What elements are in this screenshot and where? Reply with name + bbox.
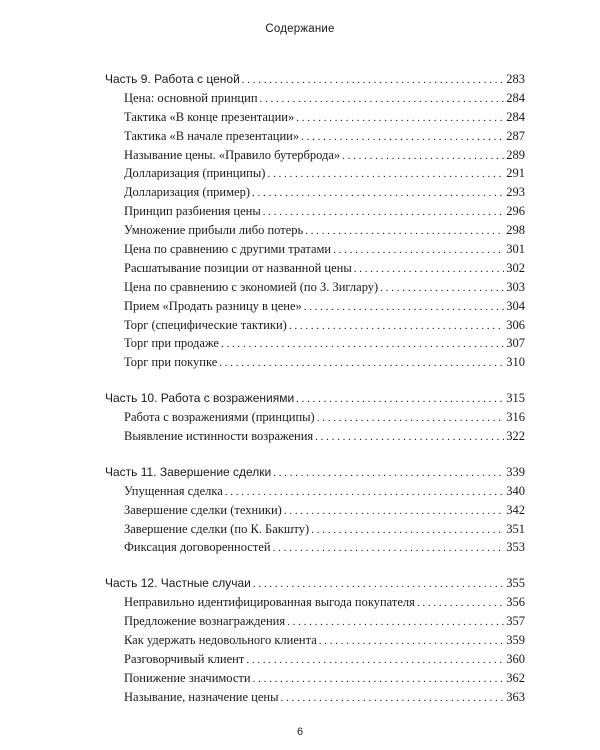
toc-entry-title: Торг при покупке <box>124 355 218 370</box>
toc-part-heading[interactable] <box>105 574 525 593</box>
toc-entry-title: Цена по сравнению с другими тратами <box>124 242 332 257</box>
toc-page-number: 306 <box>506 317 525 332</box>
toc-page-number: 342 <box>506 502 525 517</box>
toc-page-number: 284 <box>506 90 525 105</box>
dot-leader <box>333 241 504 260</box>
toc-entry[interactable] <box>105 688 525 707</box>
toc-page-number: 304 <box>506 298 525 313</box>
table-of-contents <box>105 70 525 724</box>
page-number: 6 <box>296 726 304 738</box>
toc-page-number: 287 <box>506 128 525 143</box>
toc-entry-title: Расшатывание позиции от названной цены <box>124 260 352 275</box>
toc-section-part-11 <box>105 463 525 557</box>
toc-page-number: 302 <box>506 260 525 275</box>
toc-entry-title: Называние цены. «Правило бутерброда» <box>124 147 341 162</box>
toc-entry[interactable] <box>105 316 525 335</box>
toc-entry-title: Как удержать недовольного клиента <box>124 633 317 648</box>
dot-leader <box>315 428 504 447</box>
toc-page-number: 355 <box>506 576 525 591</box>
dot-leader <box>380 279 504 298</box>
toc-page-number: 316 <box>506 410 525 425</box>
toc-entry-title: Упущенная сделка <box>124 483 223 498</box>
toc-entry[interactable] <box>105 202 525 221</box>
dot-leader <box>253 575 504 594</box>
toc-entry-title: Завершение сделки (по К. Бакшту) <box>124 521 310 536</box>
toc-entry[interactable] <box>105 89 525 108</box>
toc-part-title: Часть 12. Частные случаи <box>105 576 251 591</box>
toc-entry[interactable] <box>105 127 525 146</box>
toc-page-number: 307 <box>506 336 525 351</box>
dot-leader <box>284 502 504 521</box>
dot-leader <box>253 670 505 689</box>
toc-entry[interactable] <box>105 650 525 669</box>
toc-page-number: 360 <box>506 651 525 666</box>
toc-entry-title: Выявление истинности возражения <box>124 429 314 444</box>
dot-leader <box>342 147 504 166</box>
toc-entry-title: Завершение сделки (техники) <box>124 502 282 517</box>
toc-page-number: 315 <box>506 391 525 406</box>
toc-page-number: 284 <box>506 109 525 124</box>
toc-entry-title: Предложение вознаграждения <box>124 614 286 629</box>
toc-page-number: 293 <box>506 185 525 200</box>
toc-part-heading[interactable] <box>105 389 525 408</box>
toc-entry-title: Принцип разбиения цены <box>124 204 261 219</box>
toc-entry[interactable] <box>105 183 525 202</box>
toc-entry-title: Понижение значимости <box>124 670 251 685</box>
toc-entry-title: Цена: основной принцип <box>124 90 258 105</box>
toc-entry-title: Разговорчивый клиент <box>124 651 245 666</box>
dot-leader <box>225 483 504 502</box>
dot-leader <box>273 464 504 483</box>
toc-entry[interactable] <box>105 501 525 520</box>
toc-page-number: 362 <box>506 670 525 685</box>
toc-entry-title: Прием «Продать разницу в цене» <box>124 298 302 313</box>
toc-page-number: 356 <box>506 595 525 610</box>
toc-entry[interactable] <box>105 297 525 316</box>
toc-page-number: 322 <box>506 429 525 444</box>
toc-section-part-9 <box>105 70 525 372</box>
toc-entry[interactable] <box>105 520 525 539</box>
toc-entry[interactable] <box>105 240 525 259</box>
toc-page-number: 340 <box>506 483 525 498</box>
dot-leader <box>296 390 504 409</box>
toc-page-number: 303 <box>506 279 525 294</box>
toc-part-title: Часть 9. Работа с ценой <box>105 72 240 86</box>
dot-leader <box>260 90 505 109</box>
toc-entry-title: Долларизация (пример) <box>124 185 250 200</box>
dot-leader <box>296 109 504 128</box>
toc-entry[interactable] <box>105 593 525 612</box>
toc-page-number: 357 <box>506 614 525 629</box>
dot-leader <box>219 354 504 373</box>
dot-leader <box>246 651 504 670</box>
toc-page-number: 289 <box>506 147 525 162</box>
toc-entry[interactable] <box>105 221 525 240</box>
toc-page-number: 301 <box>506 242 525 257</box>
dot-leader <box>304 298 504 317</box>
toc-part-title: Часть 10. Работа с возражениями <box>105 391 295 406</box>
toc-entry[interactable] <box>105 278 525 297</box>
dot-leader <box>221 335 504 354</box>
toc-section-part-10 <box>105 389 525 446</box>
toc-entry[interactable] <box>105 482 525 501</box>
toc-entry-title: Работа с возражениями (принципы) <box>124 410 315 425</box>
toc-page-number: 363 <box>506 689 525 704</box>
toc-entry[interactable] <box>105 164 525 183</box>
toc-entry[interactable] <box>105 353 525 372</box>
dot-leader <box>287 613 504 632</box>
toc-entry[interactable] <box>105 408 525 427</box>
dot-leader <box>354 260 504 279</box>
dot-leader <box>242 71 504 90</box>
toc-entry-title: Долларизация (принципы) <box>124 166 266 181</box>
dot-leader <box>273 539 505 558</box>
toc-page-number: 298 <box>506 223 525 238</box>
toc-entry-title: Цена по сравнению с экономией (по З. Зиглару) <box>124 279 379 294</box>
toc-entry[interactable] <box>105 146 525 165</box>
dot-leader <box>252 184 504 203</box>
toc-entry[interactable] <box>105 538 525 557</box>
toc-entry[interactable] <box>105 631 525 650</box>
dot-leader <box>263 203 504 222</box>
toc-entry-title: Торг при продаже <box>124 336 219 351</box>
dot-leader <box>281 689 505 708</box>
toc-part-title: Часть 11. Завершение сделки <box>105 464 272 479</box>
dot-leader <box>305 222 504 241</box>
toc-entry-title: Торг (специфические тактики) <box>124 317 287 332</box>
toc-entry-title: Тактика «В конце презентации» <box>124 109 295 124</box>
dot-leader <box>267 165 504 184</box>
dot-leader <box>317 409 505 428</box>
dot-leader <box>301 128 504 147</box>
toc-page-number: 359 <box>506 633 525 648</box>
toc-entry[interactable] <box>105 108 525 127</box>
toc-entry[interactable] <box>105 259 525 278</box>
toc-part-heading[interactable] <box>105 70 525 89</box>
toc-part-heading[interactable] <box>105 463 525 482</box>
dot-leader <box>417 594 504 613</box>
toc-entry[interactable] <box>105 669 525 688</box>
toc-entry-title: Неправильно идентифицированная выгода покупателя <box>124 595 415 610</box>
toc-page-number: 283 <box>506 72 525 86</box>
toc-section-part-12 <box>105 574 525 706</box>
dot-leader <box>289 317 504 336</box>
toc-page-number: 296 <box>506 204 525 219</box>
toc-entry-title: Умножение прибыли либо потерь <box>124 223 304 238</box>
toc-page-number: 353 <box>506 540 525 555</box>
toc-entry-title: Тактика «В начале презентации» <box>124 128 300 143</box>
toc-page-number: 291 <box>506 166 525 181</box>
dot-leader <box>311 521 504 540</box>
toc-entry[interactable] <box>105 334 525 353</box>
toc-page-number: 310 <box>506 355 525 370</box>
toc-page-number: 351 <box>506 521 525 536</box>
toc-page-number: 339 <box>506 464 525 479</box>
toc-entry[interactable] <box>105 612 525 631</box>
dot-leader <box>319 632 505 651</box>
toc-entry-title: Фиксация договоренностей <box>124 540 271 555</box>
toc-entry[interactable] <box>105 427 525 446</box>
toc-entry-title: Называние, назначение цены <box>124 689 279 704</box>
running-head: Содержание <box>265 23 335 35</box>
